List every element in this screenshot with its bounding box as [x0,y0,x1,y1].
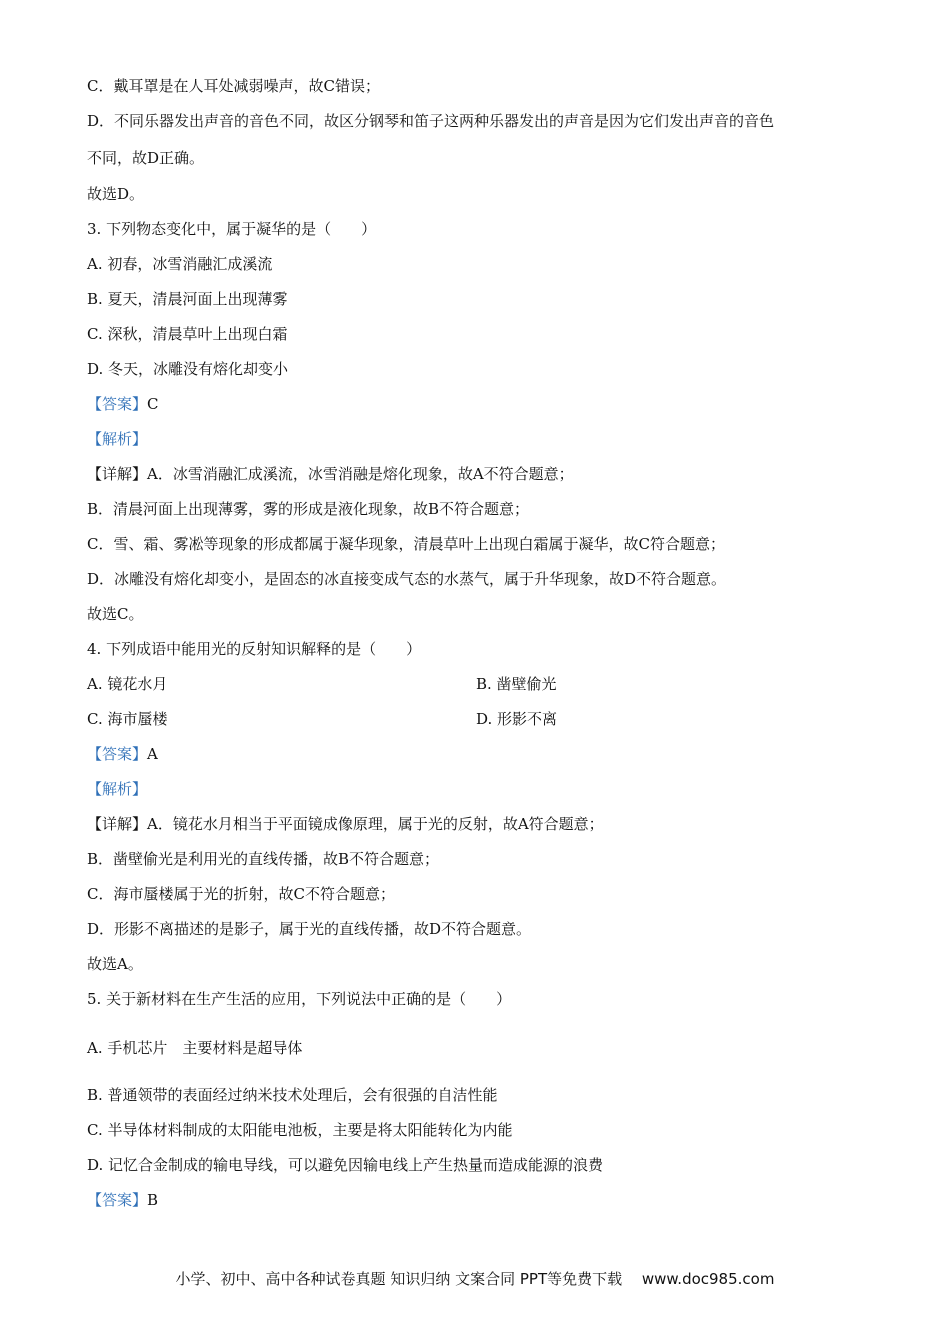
question-4-option-c: C. 海市蜃楼 [87,710,168,728]
detail-tag: 【详解】 [87,815,148,833]
question-4-stem: 4. 下列成语中能用光的反射知识解释的是（ ） [87,640,422,658]
question-3-option-d: D. 冬天，冰雕没有熔化却变小 [87,360,289,378]
text-line: D．冰雕没有熔化却变小，是固态的冰直接变成气态的水蒸气，属于升华现象，故D不符合题意。 [87,570,727,588]
text-line: 故选C。 [87,605,144,623]
question-3-option-b: B. 夏天，清晨河面上出现薄雾 [87,290,288,308]
question-3-answer [87,394,159,414]
question-5-option-d: D. 记忆合金制成的输电导线，可以避免因输电线上产生热量而造成能源的浪费 [87,1156,604,1174]
question-3-analysis [87,429,147,449]
question-3-option-a: A. 初春，冰雪消融汇成溪流 [87,255,273,273]
answer-tag: 【答案】 [87,1191,148,1209]
text-line: C．戴耳罩是在人耳处减弱噪声，故C错误； [87,77,380,95]
analysis-tag: 【解析】 [87,780,148,798]
detail-tag: 【详解】 [87,465,148,483]
question-5-option-c: C. 半导体材料制成的太阳能电池板，主要是将太阳能转化为内能 [87,1121,513,1139]
question-4-answer [87,744,158,764]
question-3-stem: 3. 下列物态变化中，属于凝华的是（ ） [87,220,377,238]
detail-text: A．冰雪消融汇成溪流，冰雪消融是熔化现象，故A不符合题意； [147,465,574,483]
question-5-stem: 5. 关于新材料在生产生活的应用，下列说法中正确的是（ ） [87,990,512,1008]
text-line: D．不同乐器发出声音的音色不同，故区分钢琴和笛子这两种乐器发出的声音是因为它们发出声音的音色 [87,112,775,130]
text-line: 故选A。 [87,955,143,973]
answer-tag: 【答案】 [87,745,148,763]
detail-text: A．镜花水月相当于平面镜成像原理，属于光的反射，故A符合题意； [147,815,604,833]
question-4-option-b: B. 凿壁偷光 [476,675,557,693]
answer-value: B [147,1191,159,1209]
text-line: 不同，故D正确。 [87,149,205,167]
question-5-option-a: A. 手机芯片 主要材料是超导体 [87,1039,303,1057]
page-footer: 小学、初中、高中各种试卷真题 知识归纳 文案合同 PPT等免费下载 www.doc985.com [175,1270,775,1288]
text-line: B．清晨河面上出现薄雾，雾的形成是液化现象，故B不符合题意； [87,500,530,518]
answer-tag: 【答案】 [87,395,148,413]
question-5-answer [87,1190,158,1210]
text-line: C．雪、霜、雾凇等现象的形成都属于凝华现象，清晨草叶上出现白霜属于凝华，故C符合题意； [87,535,725,553]
question-3-detail [87,464,574,484]
text-line: 故选D。 [87,185,145,203]
question-4-option-a: A. 镜花水月 [87,675,168,693]
analysis-tag: 【解析】 [87,430,148,448]
text-line: B．凿壁偷光是利用光的直线传播，故B不符合题意； [87,850,440,868]
question-4-detail [87,814,604,834]
answer-value: C [147,395,159,413]
question-4-analysis [87,779,147,799]
answer-value: A [147,745,158,763]
question-5-option-b: B. 普通领带的表面经过纳米技术处理后，会有很强的自洁性能 [87,1086,498,1104]
question-3-option-c: C. 深秋，清晨草叶上出现白霜 [87,325,288,343]
question-4-option-d: D. 形影不离 [476,710,558,728]
text-line: D．形影不离描述的是影子，属于光的直线传播，故D不符合题意。 [87,920,532,938]
text-line: C．海市蜃楼属于光的折射，故C不符合题意； [87,885,395,903]
